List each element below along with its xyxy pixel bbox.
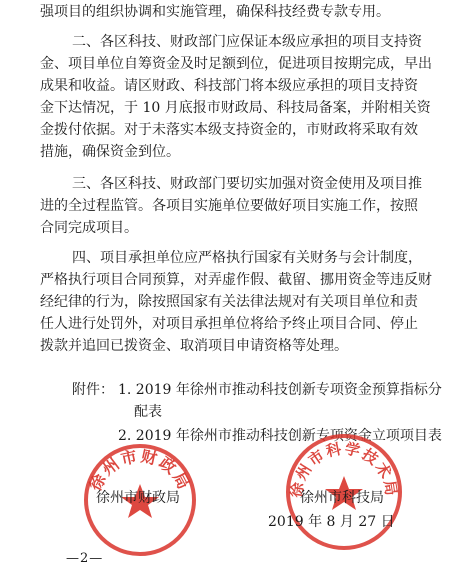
svg-text:徐州市财政局: 徐州市财政局: [85, 446, 195, 494]
signature-row: [0, 488, 452, 508]
page-number: —2—: [66, 551, 104, 566]
attachment-item: 2. 2019 年徐州市推动科技创新专项资金立项项目表: [118, 428, 442, 444]
text-line: 任人进行处罚外，对项目承担单位将给予终止项目合同、停止: [40, 316, 418, 332]
text-line: 措施，确保资金到位。: [40, 144, 180, 160]
paragraph-3: [0, 174, 452, 194]
document-date: 2019 年 8 月 27 日: [268, 514, 395, 530]
text-line: 二、各区科技、财政部门应保证本级应承担的项目支持资: [72, 34, 422, 50]
text-line: 强项目的组织协调和实施管理，确保科技经费专款专用。: [40, 4, 390, 20]
text-line: 金拨付依据。对于未落实本级支持资金的，市财政将采取有效: [40, 122, 418, 138]
text-line: 金、项目单位自筹资金及时足额到位，促进项目按期完成，早出: [40, 56, 432, 72]
text-line: 四、项目承担单位应严格执行国家有关财务与会计制度，: [72, 250, 422, 266]
text-line: 合同完成项目。: [40, 220, 138, 236]
text-line: 严格执行项目合同预算，对弄虚作假、截留、挪用资金等违反财: [40, 272, 432, 288]
paragraph-4: [0, 248, 452, 268]
text-line: 经纪律的行为，除按照国家有关法律法规对有关项目单位和责: [40, 294, 418, 310]
attachment-item: 1. 2019 年徐州市推动科技创新专项资金预算指标分: [118, 382, 442, 398]
signature-finance-bureau: 徐州市财政局: [96, 490, 180, 506]
attachments-label: 附件：: [72, 382, 114, 398]
paragraph-1: [0, 2, 452, 22]
text-line: 拨款并追回已拨资金、取消项目申请资格等处理。: [40, 338, 348, 354]
text-line: 三、各区科技、财政部门要切实加强对资金使用及项目推: [72, 176, 422, 192]
text-line: 成果和收益。请区财政、科技部门将本级应承担的项目支持资: [40, 78, 418, 94]
svg-text:徐州市科学技术局: 徐州市科学技术局: [287, 439, 401, 499]
text-line: 金下达情况，于 10 月底报市财政局、科技局备案，并附相关资: [40, 100, 431, 116]
date-row: [0, 512, 452, 532]
paragraph-2: [0, 32, 452, 52]
attachment-item-continued: 配表: [134, 404, 162, 420]
signature-science-bureau: 徐州市科技局: [300, 490, 384, 506]
text-line: 进的全过程监管。各项目实施单位要做好项目实施工作，按照: [40, 198, 418, 214]
attachments: [0, 380, 452, 400]
